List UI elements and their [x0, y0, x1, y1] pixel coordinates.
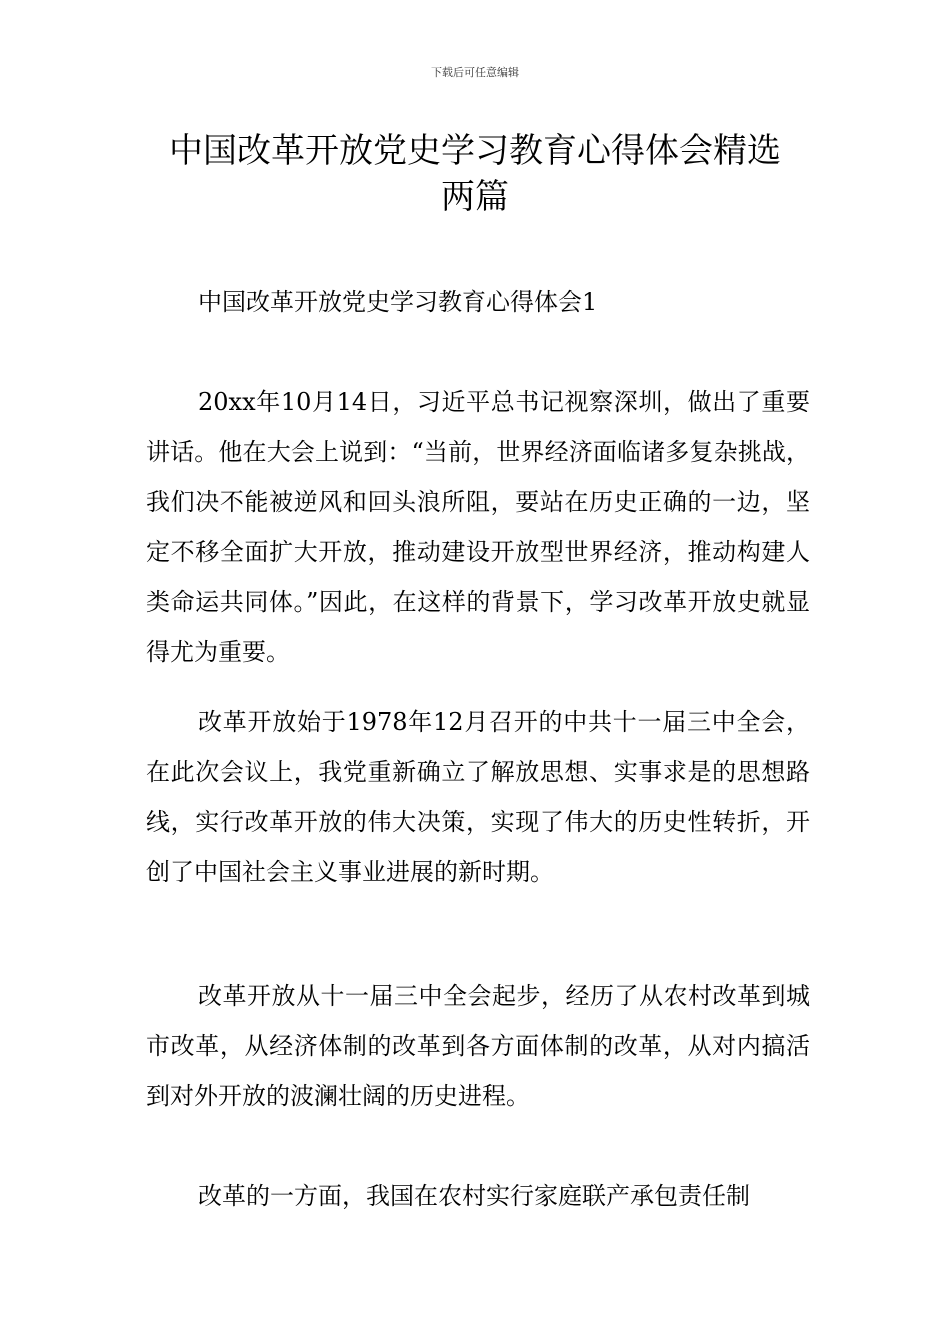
paragraph-4: 改革的一方面，我国在农村实行家庭联产承包责任制	[198, 1182, 750, 1210]
title-line-1: 中国改革开放党史学习教育心得体会精选	[169, 131, 781, 171]
section-heading: 中国改革开放党史学习教育心得体会1	[198, 288, 598, 316]
paragraph-1: 20xx年10月14日，习近平总书记视察深圳，做出了重要讲话。他在大会上说到：“当前，世界经济面临诸多复杂挑战，我们决不能被逆风和回头浪所阻，要站在历史正确的一边，坚定不移全面扩大开放，推动建设开放型世界经济，推动构建人类命运共同体。”因此，在这样的背景下，学习改革开放史就显得尤为重要。	[146, 388, 810, 666]
document-title	[150, 128, 800, 220]
title-line-2: 两篇	[441, 177, 509, 217]
header-note: 下载后可任意编辑	[431, 66, 519, 79]
paragraph-2: 改革开放始于1978年12月召开的中共十一届三中全会，在此次会议上，我党重新确立了解放思想、实事求是的思想路线，实行改革开放的伟大决策，实现了伟大的历史性转折，开创了中国社会主义事业进展的新时期。	[146, 708, 810, 886]
paragraph-3: 改革开放从十一届三中全会起步，经历了从农村改革到城市改革，从经济体制的改革到各方面体制的改革，从对内搞活到对外开放的波澜壮阔的历史进程。	[146, 982, 810, 1110]
